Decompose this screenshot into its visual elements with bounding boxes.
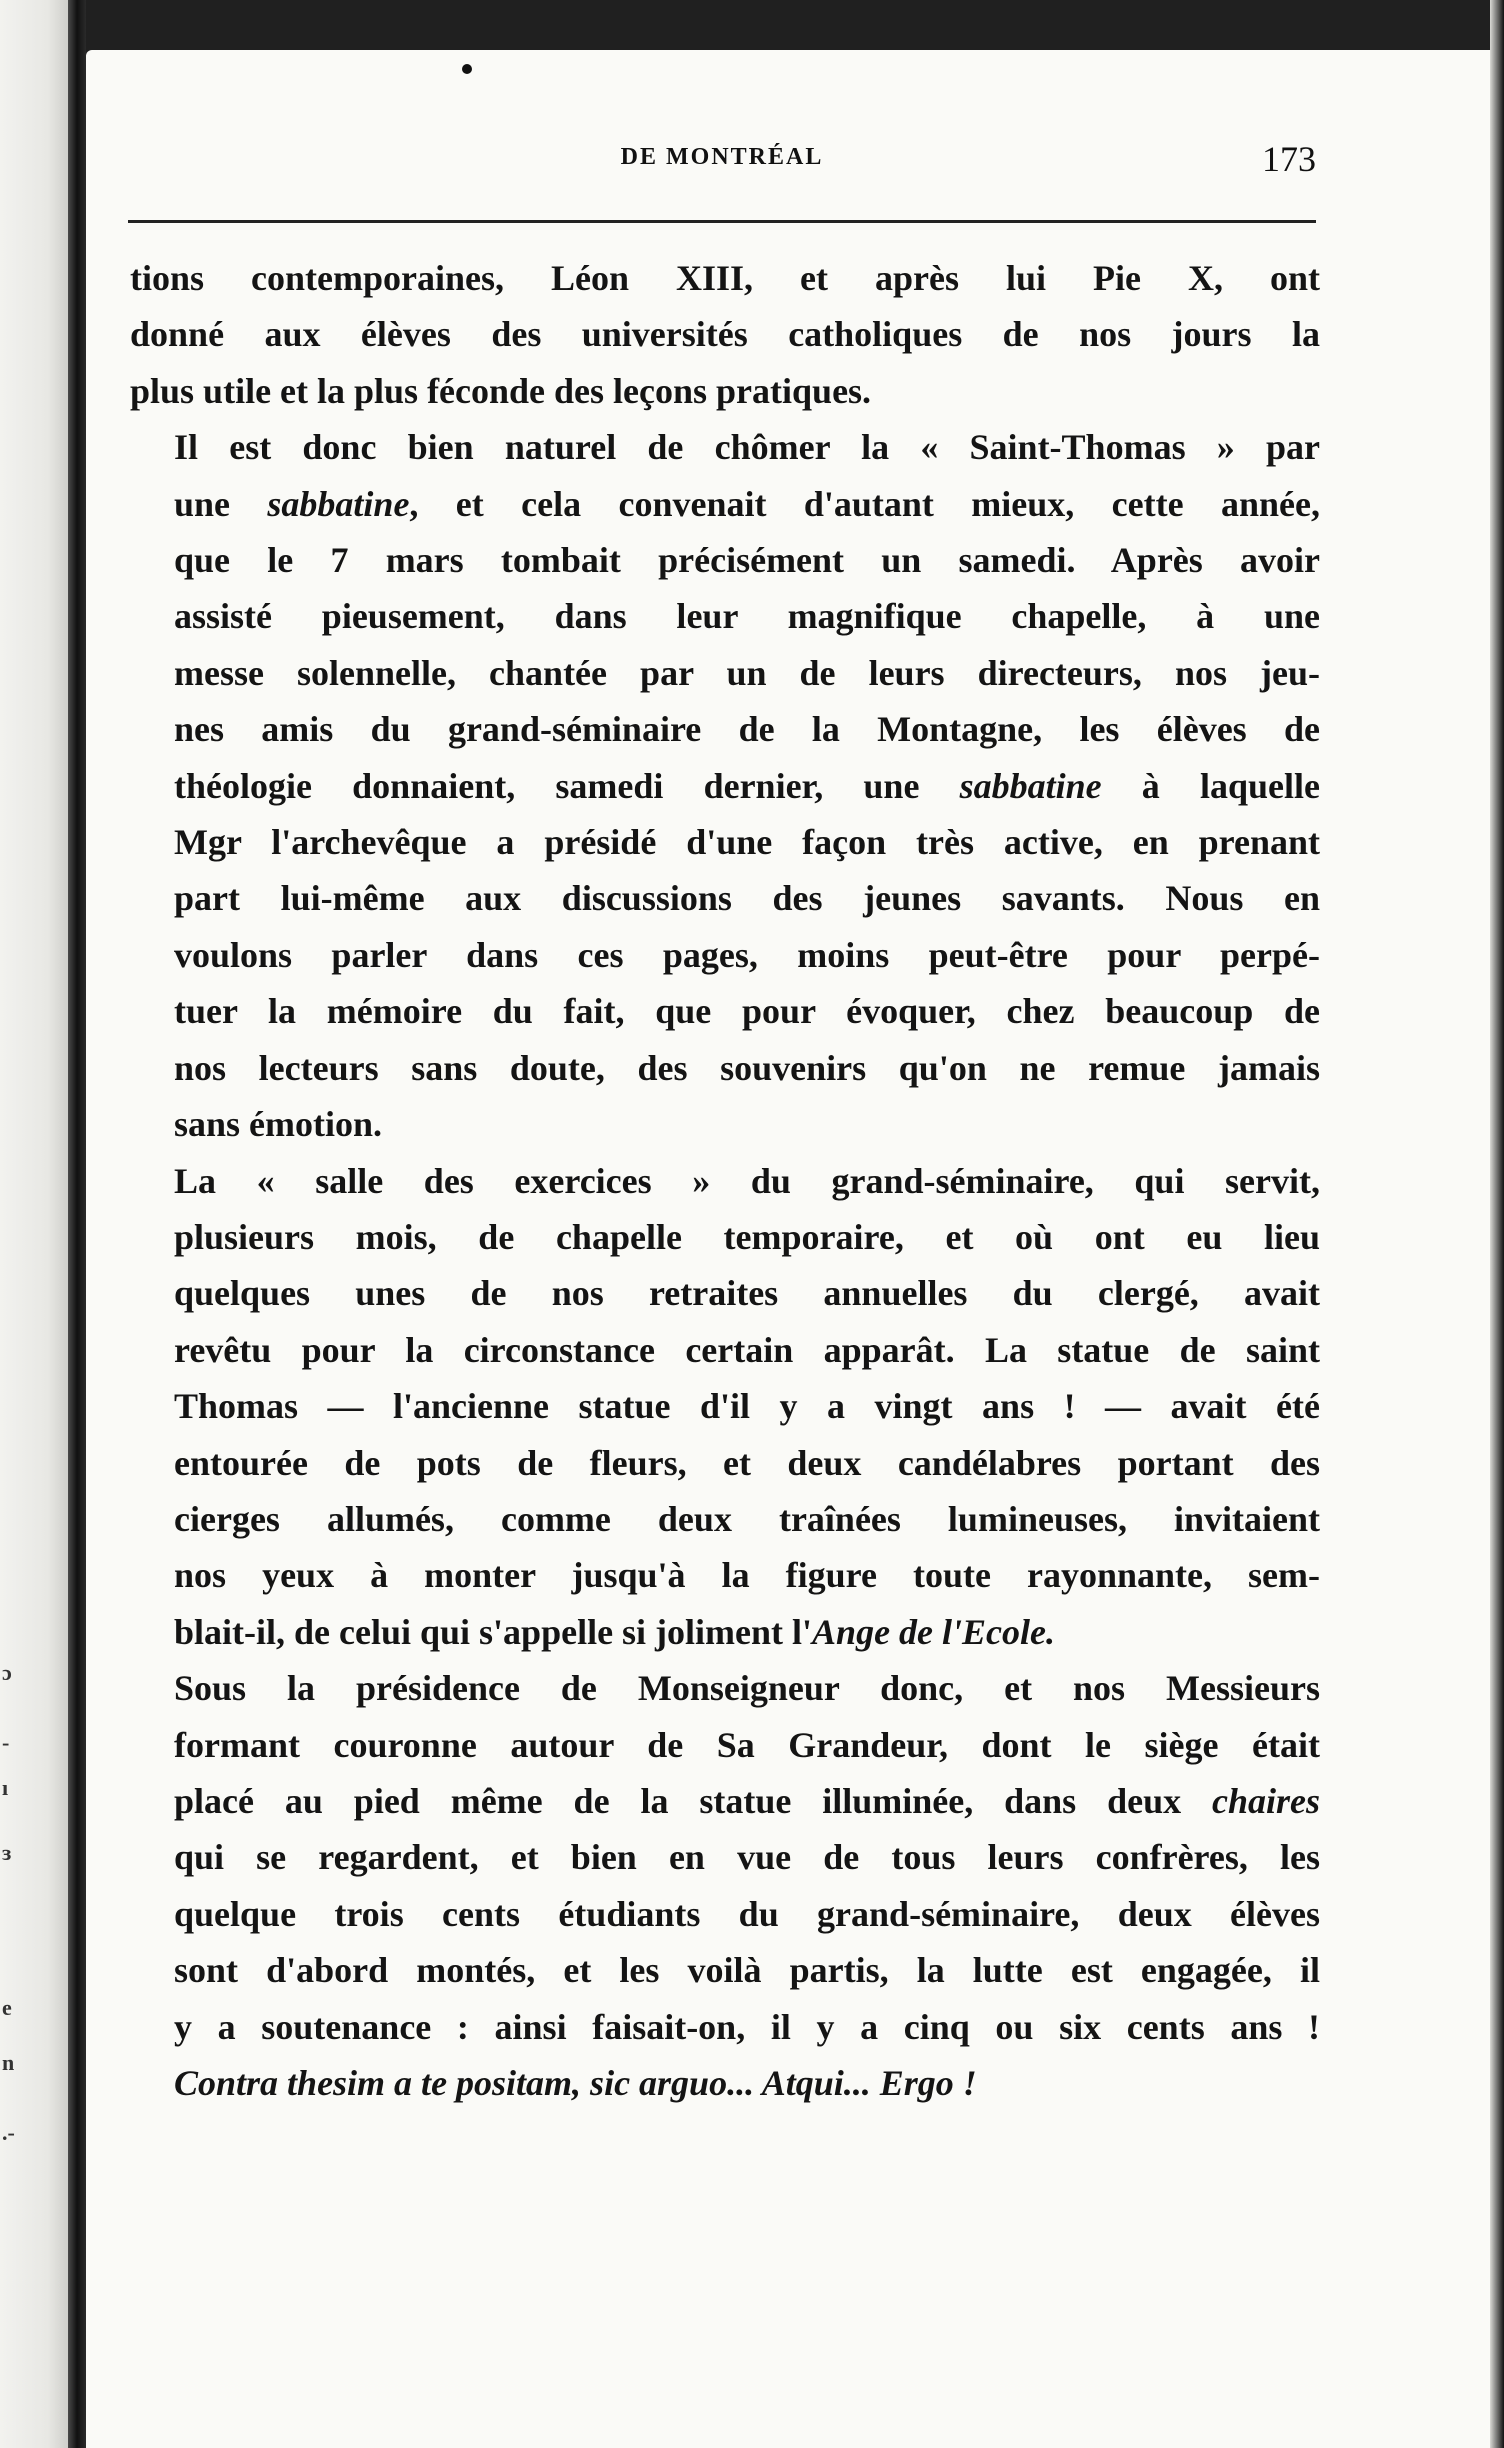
text-line: blait-il, de celui qui s'appelle si joliment l'Ange de l'Ecole. <box>174 1611 1056 1652</box>
text-line: Mgr l'archevêque a présidé d'une façon très active, en prenant <box>174 822 1320 863</box>
text-line: Sous la présidence de Monseigneur donc, et nos Messieurs <box>174 1668 1320 1709</box>
text-line: nos lecteurs sans doute, des souvenirs qu'on ne remue jamais <box>174 1047 1320 1088</box>
text-line: sans émotion. <box>174 1104 383 1145</box>
text-line: une sabbatine, et cela convenait d'autant mieux, cette année, <box>174 483 1320 524</box>
book-gutter <box>68 0 86 2448</box>
text-line: nes amis du grand-séminaire de la Montagne, les élèves de <box>174 709 1320 750</box>
running-title: DE MONTRÉAL <box>620 144 824 170</box>
text-line: Thomas — l'ancienne statue d'il y a vingt ans ! — avait été <box>174 1386 1320 1427</box>
text-line: Contra thesim a te positam, sic arguo... Atqui... Ergo ! <box>174 2063 977 2103</box>
text-line: placé au pied même de la statue illuminée, dans deux chaires <box>174 1780 1320 1821</box>
text-line: assisté pieusement, dans leur magnifique chapelle, à une <box>174 596 1320 637</box>
right-page-edge <box>1490 0 1504 2448</box>
previous-page-edge: ɔ - ı ɜ e n .- <box>0 0 68 2448</box>
text-line: tuer la mémoire du fait, que pour évoquer, chez beaucoup de <box>174 991 1320 1032</box>
text-line: donné aux élèves des universités catholiques de nos jours la <box>130 314 1320 355</box>
text-line: que le 7 mars tombait précisément un samedi. Après avoir <box>174 540 1320 581</box>
paragraph <box>130 1660 1320 2111</box>
text-line: qui se regardent, et bien en vue de tous leurs confrères, les <box>174 1837 1320 1878</box>
text-line: plusieurs mois, de chapelle temporaire, et où ont eu lieu <box>174 1216 1320 1257</box>
text-line: Il est donc bien naturel de chômer la « Saint-Thomas » par <box>174 427 1320 468</box>
text-line: plus utile et la plus féconde des leçons pratiques. <box>130 370 872 411</box>
text-line: tions contemporaines, Léon XIII, et après lui Pie X, ont <box>130 258 1320 298</box>
header-rule <box>128 220 1316 223</box>
paragraph <box>130 1153 1320 1661</box>
text-line: La « salle des exercices » du grand-séminaire, qui servit, <box>174 1160 1320 1201</box>
text-line: quelques unes de nos retraites annuelles du clergé, avait <box>174 1273 1320 1314</box>
paragraph <box>130 250 1320 419</box>
text-line: messe solennelle, chantée par un de leurs directeurs, nos jeu- <box>174 652 1320 693</box>
text-line: théologie donnaient, samedi dernier, une sabbatine à laquelle <box>174 765 1320 806</box>
text-line: voulons parler dans ces pages, moins peut-être pour perpé- <box>174 934 1320 975</box>
body-text <box>130 250 1320 2111</box>
paragraph <box>130 419 1320 1152</box>
text-line: formant couronne autour de Sa Grandeur, dont le siège était <box>174 1724 1320 1765</box>
text-line: part lui-même aux discussions des jeunes savants. Nous en <box>174 878 1320 919</box>
page-number: 173 <box>1262 139 1316 179</box>
text-line: sont d'abord montés, et les voilà partis, la lutte est engagée, il <box>174 1950 1320 1991</box>
page-header <box>128 139 1316 194</box>
text-line: cierges allumés, comme deux traînées lumineuses, invitaient <box>174 1498 1320 1539</box>
text-line: revêtu pour la circonstance certain apparât. La statue de saint <box>174 1329 1320 1370</box>
text-line: quelque trois cents étudiants du grand-séminaire, deux élèves <box>174 1893 1320 1934</box>
text-line: entourée de pots de fleurs, et deux candélabres portant des <box>174 1442 1320 1483</box>
text-line: nos yeux à monter jusqu'à la figure toute rayonnante, sem- <box>174 1555 1320 1596</box>
ink-speck <box>462 64 472 74</box>
text-line: y a soutenance : ainsi faisait-on, il y a cinq ou six cents ans ! <box>174 2006 1320 2047</box>
